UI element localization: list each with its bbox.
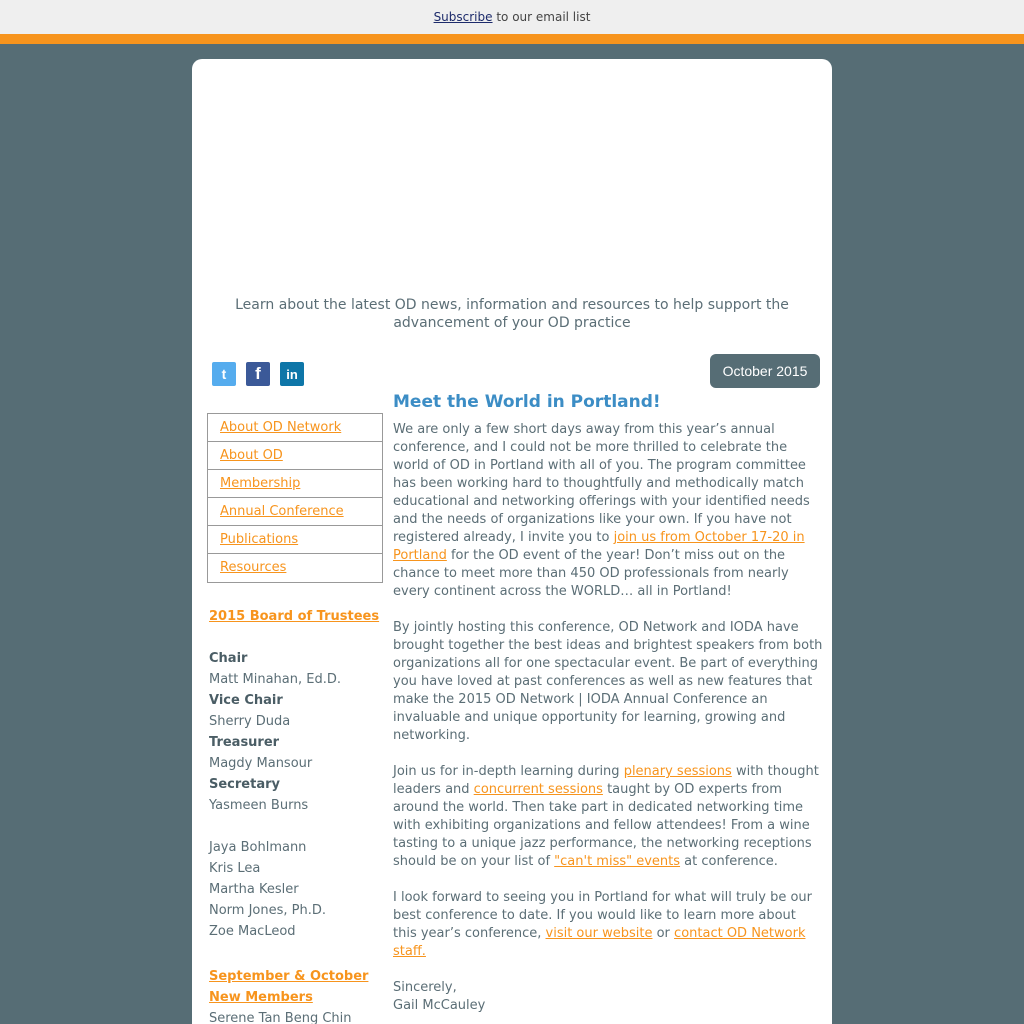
role-label-secretary: Secretary xyxy=(209,777,280,792)
nav-item-annual-conference[interactable] xyxy=(208,498,382,526)
spacer xyxy=(209,627,389,648)
nav-link-label[interactable]: Resources xyxy=(220,560,287,575)
nav-link-label[interactable]: About OD xyxy=(220,448,283,463)
board-of-trustees xyxy=(209,606,389,1024)
nav-item-resources[interactable] xyxy=(208,554,382,582)
article-paragraph xyxy=(393,421,823,601)
newsletter-tagline: Learn about the latest OD news, information and resources to help support the advancement of your OD practice xyxy=(235,297,789,331)
concurrent-sessions-link[interactable]: concurrent sessions xyxy=(473,782,603,797)
paragraph-text: or xyxy=(652,926,675,941)
facebook-icon[interactable]: f xyxy=(246,362,270,386)
subscribe-link[interactable]: Subscribe xyxy=(433,10,493,24)
twitter-icon[interactable]: t xyxy=(212,362,236,386)
paragraph-text: taught by OD experts from around the world. Then take part in dedicated networking time with exhibiting organizations and fellow attendees! From a wine tasting to a unique jazz performance, the networking receptions should be on your list of xyxy=(393,782,812,869)
issue-date-badge: October 2015 xyxy=(710,354,820,388)
nav-item-about-od-network[interactable] xyxy=(208,414,382,442)
article-paragraph xyxy=(393,889,823,961)
trustee-name: Yasmeen Burns xyxy=(209,798,309,813)
trustee-name: Zoe MacLeod xyxy=(209,924,296,939)
role-label-vice-chair: Vice Chair xyxy=(209,693,283,708)
nav-link-label[interactable]: Publications xyxy=(220,532,299,547)
trustee-name: Kris Lea xyxy=(209,861,261,876)
article-signer: Gail McCauley xyxy=(393,998,486,1013)
new-member-name: Serene Tan Beng Chin xyxy=(209,1011,352,1024)
paragraph-text: for the OD event of the year! Don’t miss out on the chance to meet more than 450 OD professionals from nearly every continent across the WORLD… all in Portland! xyxy=(393,548,789,599)
visit-website-link[interactable]: visit our website xyxy=(545,926,653,941)
paragraph-text: We are only a few short days away from this year’s annual conference, and I could not be more thrilled to celebrate the world of OD in Portland with all of you. The program committee has been working hard to thoughtfully and methodically match educational and networking offerings with your identified needs and the needs of organizations like your own. If you have not registered already, I invite you to xyxy=(393,422,810,545)
article-title: Meet the World in Portland! xyxy=(393,392,661,412)
newsletter-card xyxy=(192,59,832,1024)
paragraph-text: with thought leaders and xyxy=(393,764,819,797)
new-members-heading-link[interactable]: September & October xyxy=(209,969,369,984)
role-label-chair: Chair xyxy=(209,651,248,666)
nav-link-label[interactable]: Membership xyxy=(220,476,301,491)
board-heading-link[interactable]: 2015 Board of Trustees xyxy=(209,609,380,624)
role-label-treasurer: Treasurer xyxy=(209,735,280,750)
trustee-name: Norm Jones, Ph.D. xyxy=(209,903,327,918)
social-links xyxy=(212,362,304,386)
paragraph-text: at conference. xyxy=(680,854,778,869)
nav-item-publications[interactable] xyxy=(208,526,382,554)
main-article xyxy=(393,389,823,1015)
spacer xyxy=(209,816,389,837)
nav-item-membership[interactable] xyxy=(208,470,382,498)
conference-dates-link[interactable]: join us from October 17-20 in Portland xyxy=(393,530,805,563)
spacer xyxy=(209,942,389,966)
contact-staff-link[interactable]: contact OD Network staff. xyxy=(393,926,806,959)
cant-miss-events-link[interactable]: "can't miss" events xyxy=(554,854,681,869)
article-signoff: Sincerely, xyxy=(393,980,457,995)
article-paragraph: By jointly hosting this conference, OD Network and IODA have brought together the best ideas and brightest speakers from both organizations all for one spectacular event. Be part of everything you have loved at past conferences as well as new features that make the 2015 OD Network | IODA Annual Conference an invaluable and unique opportunity for learning, growing and networking. xyxy=(393,620,823,743)
trustee-name: Sherry Duda xyxy=(209,714,291,729)
nav-link-label[interactable]: About OD Network xyxy=(220,420,342,435)
header-accent-strip xyxy=(0,34,1024,44)
trustee-name: Magdy Mansour xyxy=(209,756,313,771)
trustee-name: Martha Kesler xyxy=(209,882,299,897)
article-paragraph xyxy=(393,763,823,871)
new-members-heading-link[interactable]: New Members xyxy=(209,990,313,1005)
subscribe-text: to our email list xyxy=(492,10,591,24)
linkedin-icon[interactable]: in xyxy=(280,362,304,386)
subscribe-bar xyxy=(0,0,1024,34)
plenary-sessions-link[interactable]: plenary sessions xyxy=(623,764,732,779)
nav-link-label[interactable]: Annual Conference xyxy=(220,504,344,519)
paragraph-text: Join us for in-depth learning during xyxy=(393,764,624,779)
nav-item-about-od[interactable] xyxy=(208,442,382,470)
sidebar-nav xyxy=(207,413,383,583)
paragraph-text: I look forward to seeing you in Portland for what will truly be our best conference to date. If you would like to learn more about this year’s conference, xyxy=(393,890,812,941)
trustee-name: Matt Minahan, Ed.D. xyxy=(209,672,341,687)
trustee-name: Jaya Bohlmann xyxy=(209,840,307,855)
